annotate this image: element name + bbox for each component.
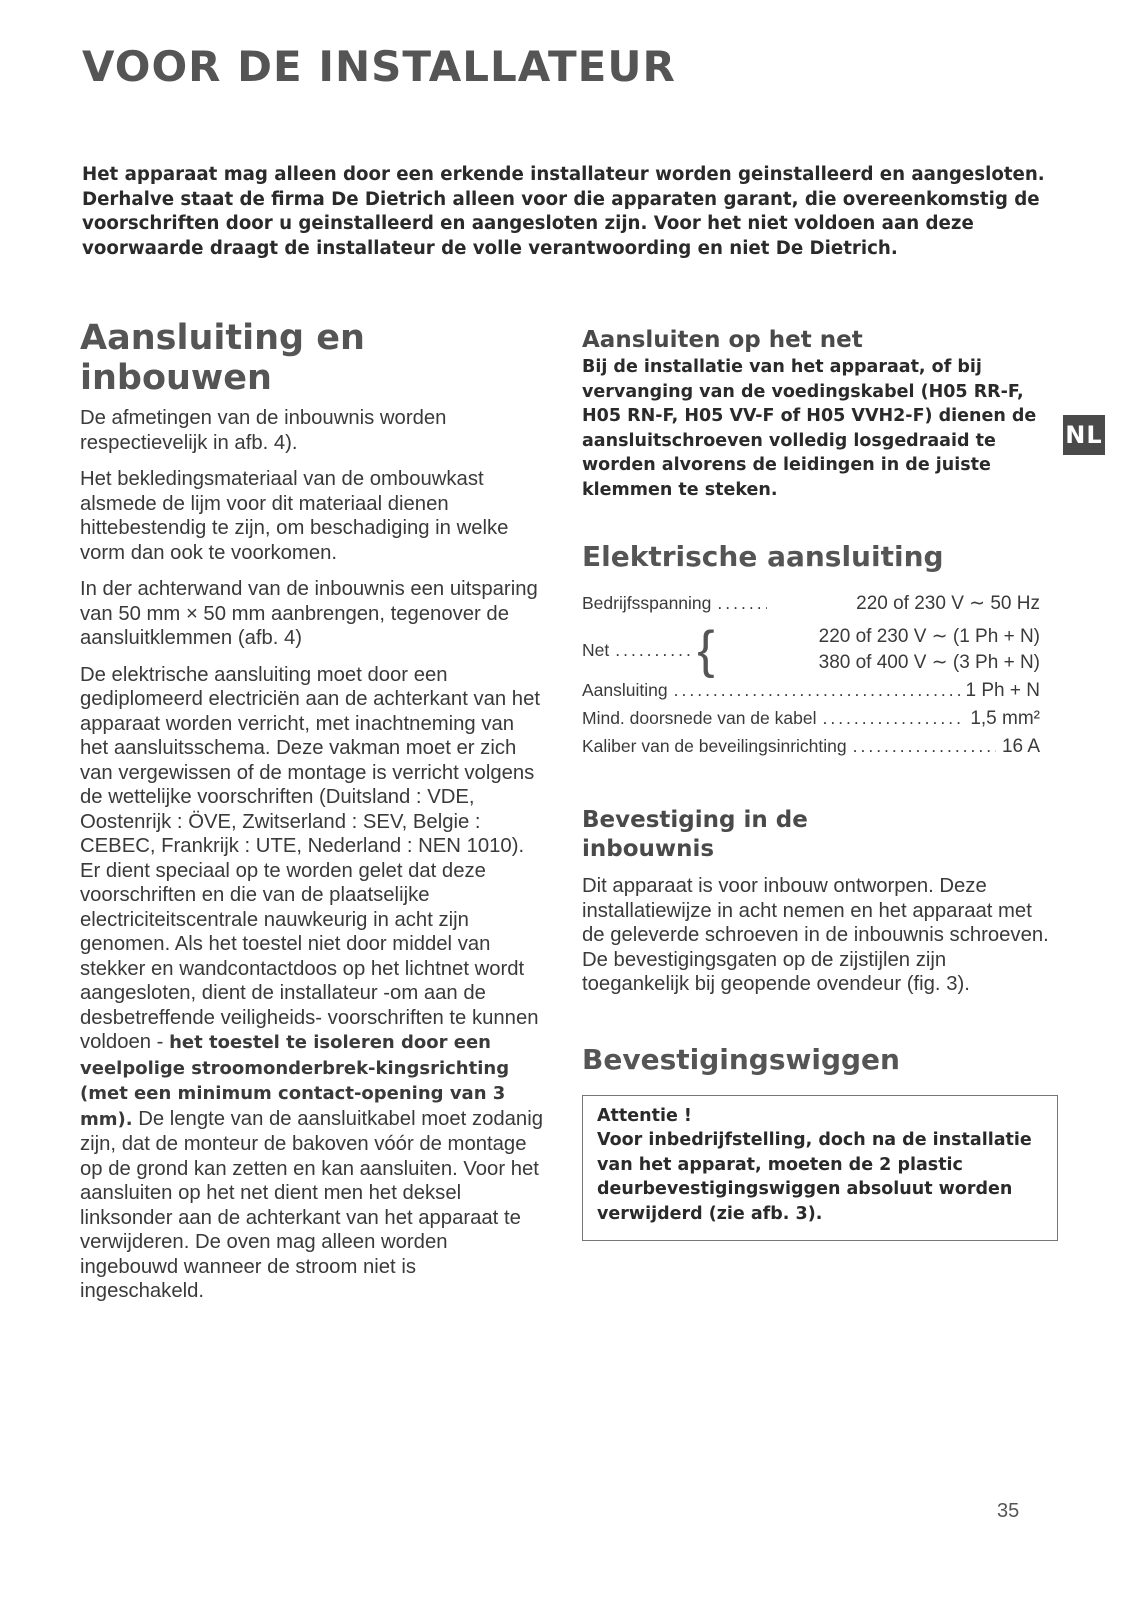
language-tab-nl: NL bbox=[1063, 415, 1105, 455]
spec-value: 1,5 mm² bbox=[970, 708, 1040, 729]
right-column bbox=[582, 326, 1062, 1241]
spec-label: Mind. doorsnede van de kabel bbox=[582, 708, 817, 728]
paragraph-elektrische-aansluiting bbox=[80, 663, 545, 1304]
spec-label: Kaliber van de beveilingsinrichting bbox=[582, 736, 847, 756]
spec-label: Net bbox=[582, 639, 610, 660]
spec-row-aansluiting bbox=[582, 680, 1040, 708]
spec-value: 16 A bbox=[1001, 736, 1040, 757]
leader-dots bbox=[615, 640, 695, 661]
spec-label: Bedrijfsspanning bbox=[582, 593, 712, 613]
section-heading-bevestiging-inbouwnis: Bevestiging in de inbouwnis bbox=[582, 807, 808, 862]
section-heading-aansluiting-inbouwen: Aansluiting en inbouwen bbox=[80, 318, 365, 398]
paragraph-text-bold: het toestel te isoleren door een veelpolige stroomonderbrek-kingsrichting (met een minimum contact-opening van 3 mm). bbox=[80, 1032, 510, 1130]
electrical-specs bbox=[582, 592, 1040, 764]
attention-box bbox=[582, 1095, 1058, 1242]
leader-dots bbox=[853, 736, 996, 757]
intro-paragraph: Het apparaat mag alleen door een erkende installateur worden geinstalleerd en aangesloten. Derhalve staat de firma De Dietrich alleen voor die apparaten garant, die overeenkomstig de voorschriften door u geinstalleerd en aangesloten zijn. Voor het niet voldoen aan deze voorwaarde draagt de installateur de volle verantwoording en niet De Dietrich. bbox=[82, 164, 1045, 259]
spec-value: 220 of 230 V ∼ (1 Ph + N) bbox=[818, 626, 1040, 647]
spec-row-fuse bbox=[582, 736, 1040, 764]
paragraph-text-start: De elektrische aansluiting moet door een gediplomeerd electriciën aan de achterkant van het apparaat worden verricht, met inachtneming van het aansluitsschema. Deze vakman moet er zich van vergewissen of de montage is verricht volgens de wettelijke voorschriften (Duitsland : VDE, Oostenrijk : ÖVE, Zwitserland : SEV, Belgie : CEBEC, Frankrijk : UTE, Nederland : NEN 1010). Er dient speciaal op te worden gelet dat deze voorschriften en die van de plaatselijke electriciteitscentrale nauwkeurig in acht zijn genomen. Als het toestel niet door middel van stekker en wandcontactdoos op het lichtnet wordt aangesloten, dient de installateur -om aan de desbetreffende veiligheids- voorschriften te kunnen voldoen - bbox=[80, 663, 541, 1053]
section-heading-elektrische-aansluiting: Elektrische aansluiting bbox=[582, 540, 944, 573]
attention-title: Attentie ! bbox=[597, 1105, 692, 1126]
paragraph-afmetingen: De afmetingen van de inbouwnis worden respectievelijk in afb. 4). bbox=[80, 407, 447, 454]
spec-value: 1 Ph + N bbox=[965, 680, 1040, 701]
attention-text: Voor inbedrijfstelling, doch na de installatie van het apparat, moeten de 2 plastic deurbevestigingswiggen absoluut worden verwijderd (zie afb. 3). bbox=[597, 1130, 1032, 1224]
page-title: VOOR DE INSTALLATEUR bbox=[82, 42, 676, 91]
page-number: 35 bbox=[997, 1500, 1020, 1522]
spec-row-cable bbox=[582, 708, 1040, 736]
spec-values bbox=[819, 624, 1040, 676]
section-heading-bevestigingswiggen: Bevestigingswiggen bbox=[582, 1042, 900, 1076]
leader-dots bbox=[822, 708, 964, 729]
left-column bbox=[80, 318, 545, 1304]
spec-label: Aansluiting bbox=[582, 680, 668, 700]
spec-value: 220 of 230 V ∼ 50 Hz bbox=[856, 593, 1040, 614]
spec-row-voltage bbox=[582, 592, 1040, 620]
paragraph-bekledingsmateriaal: Het bekledingsmateriaal van de ombouwkast alsmede de lijm voor dit materiaal dienen hittebestendig te zijn, om beschadiging in welke vorm dan ook te voorkomen. bbox=[80, 468, 509, 564]
spec-row-net bbox=[582, 620, 1040, 680]
leader-dots bbox=[717, 593, 767, 614]
paragraph-bevestiging: Dit apparaat is voor inbouw ontworpen. Deze installatiewijze in acht nemen en het apparaat met de geleverde schroeven in de inbouwnis schroeven. De bevestigingsgaten op de zijstijlen zijn toegankelijk bij geopende ovendeur (fig. 3). bbox=[582, 875, 1049, 995]
section-heading-aansluiten-op-het-net: Aansluiten op het net bbox=[582, 327, 863, 353]
paragraph-aansluiten-op-het-net: Bij de installatie van het apparaat, of bij vervanging van de voedingskabel (H05 RR-F, H05 RN-F, H05 VV-F of H05 VVH2-F) dienen de aansluitschroeven volledig losgedraaid te worden alvorens de leidingen in de juiste klemmen te steken. bbox=[582, 357, 1037, 500]
paragraph-text-end: De lengte van de aansluitkabel moet zodanig zijn, dat de monteur de bakoven vóór de montage op de grond kan zetten en kan aansluiten. Voor het aansluiten op het net dient men het deksel linksonder aan de achterkant van het apparaat te verwijderen. De oven mag alleen worden ingebouwd wanneer de stroom niet is ingeschakeld. bbox=[80, 1107, 543, 1302]
spec-value: 380 of 400 V ∼ (3 Ph + N) bbox=[818, 652, 1040, 673]
paragraph-uitsparing: In der achterwand van de inbouwnis een uitsparing van 50 mm × 50 mm aanbrengen, tegenover de aansluitklemmen (afb. 4) bbox=[80, 578, 538, 649]
brace-symbol: { bbox=[697, 621, 715, 679]
leader-dots bbox=[674, 680, 960, 701]
